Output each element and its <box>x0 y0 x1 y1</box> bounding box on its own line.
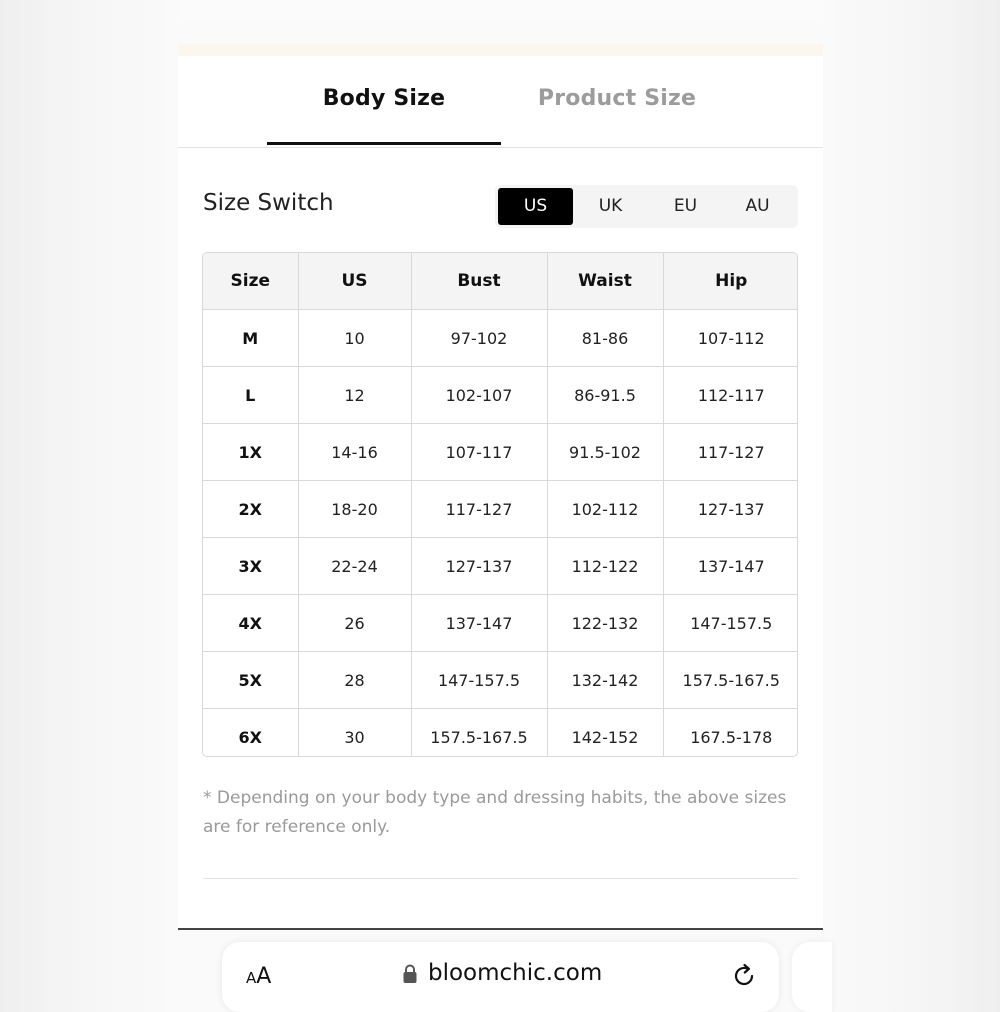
size-tabs <box>178 56 823 148</box>
header-bust: Bust <box>411 253 547 310</box>
size-guide-panel <box>178 56 823 930</box>
cell-size: M <box>203 310 298 367</box>
content-bottom-edge <box>178 928 823 930</box>
cell-waist: 142-152 <box>547 709 663 758</box>
cell-bust: 157.5-167.5 <box>411 709 547 758</box>
cell-us: 14-16 <box>298 424 411 481</box>
cell-bust: 107-117 <box>411 424 547 481</box>
cell-waist: 122-132 <box>547 595 663 652</box>
tab-body-size[interactable]: Body Size <box>322 86 446 111</box>
cell-size: 3X <box>203 538 298 595</box>
size-switch-au[interactable]: AU <box>745 196 770 216</box>
cell-hip: 157.5-167.5 <box>663 652 798 709</box>
text-size-button[interactable]: AA <box>246 964 272 989</box>
cell-hip: 167.5-178 <box>663 709 798 758</box>
header-size: Size <box>203 253 298 310</box>
cell-size: L <box>203 367 298 424</box>
table-row <box>203 424 798 481</box>
cell-waist: 132-142 <box>547 652 663 709</box>
cell-size: 2X <box>203 481 298 538</box>
header-us: US <box>298 253 411 310</box>
cell-hip: 107-112 <box>663 310 798 367</box>
cell-bust: 137-147 <box>411 595 547 652</box>
table-row <box>203 310 798 367</box>
active-tab-indicator <box>267 142 501 145</box>
header-hip: Hip <box>663 253 798 310</box>
cell-us: 22-24 <box>298 538 411 595</box>
cell-us: 18-20 <box>298 481 411 538</box>
reference-note: * Depending on your body type and dressing habits, the above sizes are for reference only. <box>203 788 787 837</box>
table-row <box>203 709 798 758</box>
cell-bust: 147-157.5 <box>411 652 547 709</box>
size-switch-uk[interactable]: UK <box>598 196 623 216</box>
cell-size: 5X <box>203 652 298 709</box>
cell-bust: 127-137 <box>411 538 547 595</box>
cell-waist: 102-112 <box>547 481 663 538</box>
cell-hip: 112-117 <box>663 367 798 424</box>
reload-icon[interactable] <box>730 962 758 990</box>
size-switch <box>495 185 798 228</box>
cream-band <box>178 44 823 56</box>
table-row <box>203 652 798 709</box>
cell-bust: 117-127 <box>411 481 547 538</box>
cell-waist: 86-91.5 <box>547 367 663 424</box>
cell-us: 26 <box>298 595 411 652</box>
lock-icon <box>403 964 417 984</box>
cell-size: 6X <box>203 709 298 758</box>
size-chart-table <box>202 252 798 757</box>
cell-bust: 97-102 <box>411 310 547 367</box>
cell-waist: 81-86 <box>547 310 663 367</box>
browser-address-bar[interactable] <box>222 942 779 1012</box>
table-row <box>203 538 798 595</box>
cell-hip: 117-127 <box>663 424 798 481</box>
cell-hip: 127-137 <box>663 481 798 538</box>
cell-size: 1X <box>203 424 298 481</box>
size-switch-label: Size Switch <box>203 190 334 216</box>
cell-us: 10 <box>298 310 411 367</box>
tab-product-size[interactable]: Product Size <box>537 86 697 111</box>
table-row <box>203 367 798 424</box>
cell-waist: 91.5-102 <box>547 424 663 481</box>
cell-hip: 147-157.5 <box>663 595 798 652</box>
url-text[interactable]: bloomchic.com <box>428 960 603 986</box>
cell-us: 28 <box>298 652 411 709</box>
cell-waist: 112-122 <box>547 538 663 595</box>
table-row <box>203 595 798 652</box>
section-divider <box>203 878 798 879</box>
adjacent-tab-pill[interactable] <box>792 942 832 1012</box>
cell-us: 12 <box>298 367 411 424</box>
cell-size: 4X <box>203 595 298 652</box>
cell-hip: 137-147 <box>663 538 798 595</box>
header-waist: Waist <box>547 253 663 310</box>
table-header-row <box>203 253 798 310</box>
size-switch-eu[interactable]: EU <box>673 196 698 216</box>
table-row <box>203 481 798 538</box>
cell-us: 30 <box>298 709 411 758</box>
cell-bust: 102-107 <box>411 367 547 424</box>
top-strip <box>178 0 823 18</box>
size-switch-us[interactable]: US <box>498 188 573 225</box>
